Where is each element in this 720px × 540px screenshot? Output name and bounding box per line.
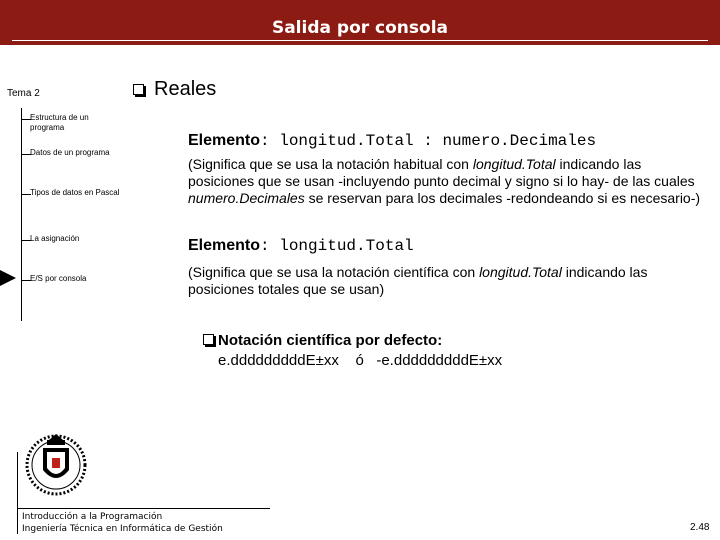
nav-item-label: E/S por consola (30, 274, 87, 283)
nav-line (21, 108, 22, 321)
nav-item-label: Tipos de datos en Pascal (30, 188, 120, 197)
elemento-label: Elemento (188, 237, 261, 254)
desc-text: (Significa que se usa la notación científica con (188, 264, 480, 280)
footer-vline (17, 452, 18, 534)
notacion-label: Notación científica por defecto: (218, 332, 443, 349)
checkbox-bullet-icon (133, 84, 144, 95)
slide-title: Salida por consola (271, 18, 449, 38)
tema-label: Tema 2 (7, 88, 40, 99)
elemento-format-2 (188, 237, 414, 255)
format-syntax: : longitud.Total (260, 237, 414, 255)
title-underline (12, 40, 708, 41)
current-section-arrow-icon (0, 270, 16, 286)
description-1 (188, 156, 708, 207)
footer-hline (17, 508, 270, 509)
desc-text: indicando las posiciones que se usan -incluyendo punto decimal y signo si lo hay- de las cuales (188, 156, 695, 189)
desc-text: indicando las posiciones totales que se usan) (188, 264, 648, 297)
footer-degree: Ingeniería Técnica en Informática de Gestión (22, 524, 223, 534)
desc-italic: numero.Decimales (188, 190, 305, 206)
elemento-label: Elemento (188, 132, 261, 149)
university-crest-icon (25, 428, 87, 502)
description-2 (188, 264, 698, 298)
notacion-format: e.dddddddddE±xx ó -e.dddddddddE±xx (218, 352, 503, 369)
section-heading: Reales (154, 78, 217, 100)
desc-text: (Significa que se usa la notación habitual con (188, 156, 473, 172)
nav-item-label: La asignación (30, 234, 80, 243)
desc-text: se reservan para los decimales -redondeando si es necesario-) (304, 190, 701, 206)
elemento-format-1 (188, 132, 596, 150)
footer-course: Introducción a la Programación (22, 512, 163, 522)
nav-item-label: Datos de un programa (30, 148, 110, 157)
desc-italic: longitud.Total (472, 156, 556, 172)
desc-italic: longitud.Total (479, 264, 562, 280)
nav-item-label: Estructura de un programa (30, 113, 89, 132)
checkbox-bullet-icon (203, 334, 214, 345)
page-number: 2.48 (690, 522, 710, 533)
format-syntax: : longitud.Total : numero.Decimales (260, 132, 597, 150)
